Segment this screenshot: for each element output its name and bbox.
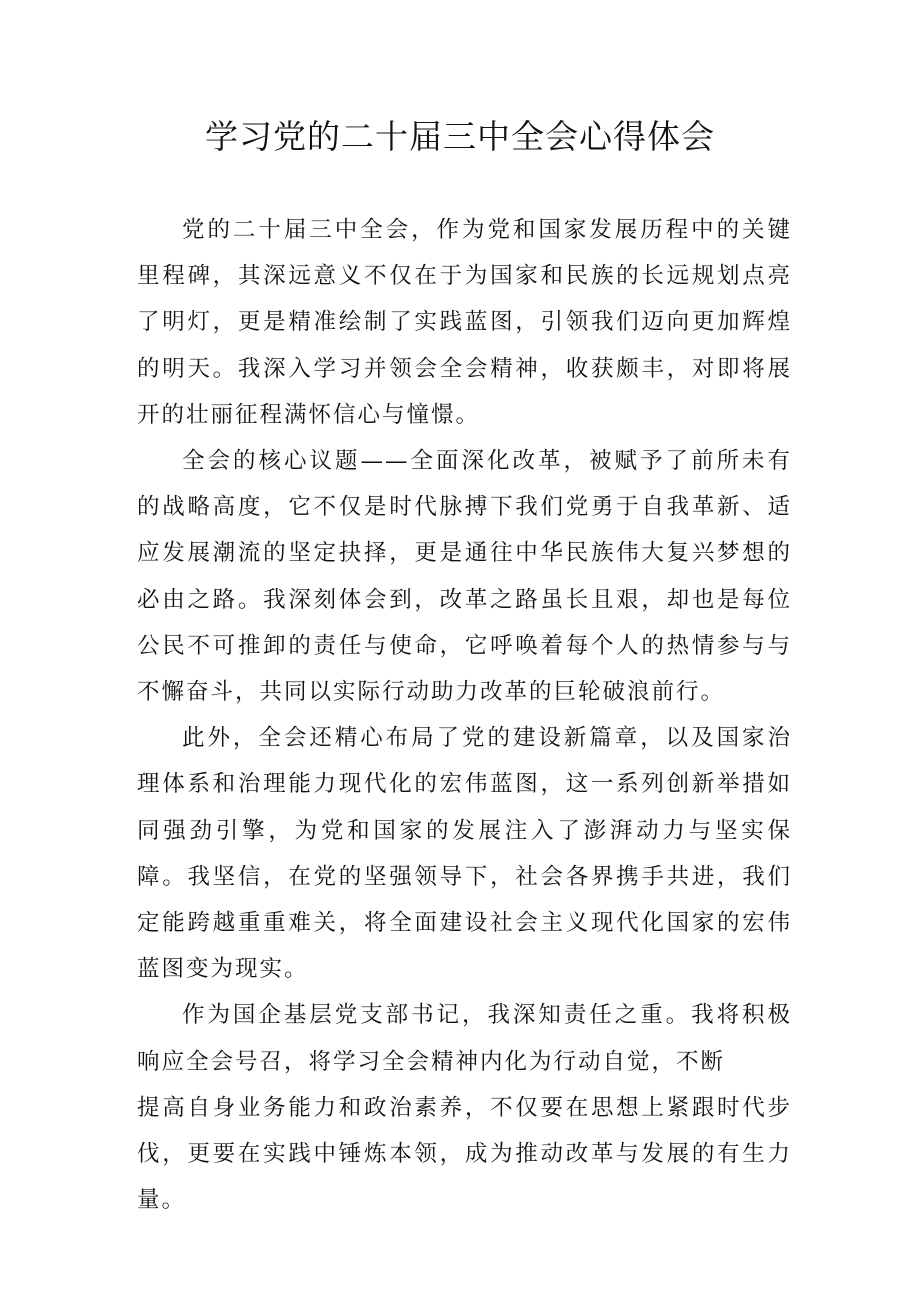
document-body [137, 207, 792, 1223]
document-title: 学习党的二十届三中全会心得体会 [205, 117, 715, 156]
paragraph-3: 此外，全会还精心布局了党的建设新篇章，以及国家治理体系和治理能力现代化的宏伟蓝图，这一系列创新举措如同强劲引擎，为党和国家的发展注入了澎湃动力与坚实保障。我坚信，在党的坚强领导下，社会各界携手共进，我们定能跨越重重难关，将全面建设社会主义现代化国家的宏伟蓝图变为现实。 [137, 725, 792, 983]
paragraph-1: 党的二十届三中全会，作为党和国家发展历程中的关键里程碑，其深远意义不仅在于为国家和民族的长远规划点亮了明灯，更是精准绘制了实践蓝图，引领我们迈向更加辉煌的明天。我深入学习并领会全会精神，收获颇丰，对即将展开的壮丽征程满怀信心与憧憬。 [137, 217, 792, 428]
paragraph-2: 全会的核心议题——全面深化改革，被赋予了前所未有的战略高度，它不仅是时代脉搏下我们党勇于自我革新、适应发展潮流的坚定抉择，更是通往中华民族伟大复兴梦想的必由之路。我深刻体会到，改革之路虽长且艰，却也是每位公民不可推卸的责任与使命，它呼唤着每个人的热情参与与不懈奋斗，共同以实际行动助力改革的巨轮破浪前行。 [137, 448, 792, 706]
paragraph-4-continuation: 提高自身业务能力和政治素养，不仅要在思想上紧跟时代步伐，更要在实践中锤炼本领，成为推动改革与发展的有生力量。 [137, 1094, 792, 1214]
paragraph-4: 作为国企基层党支部书记，我深知责任之重。我将积极响应全会号召，将学习全会精神内化为行动自觉，不断 [137, 1002, 792, 1075]
